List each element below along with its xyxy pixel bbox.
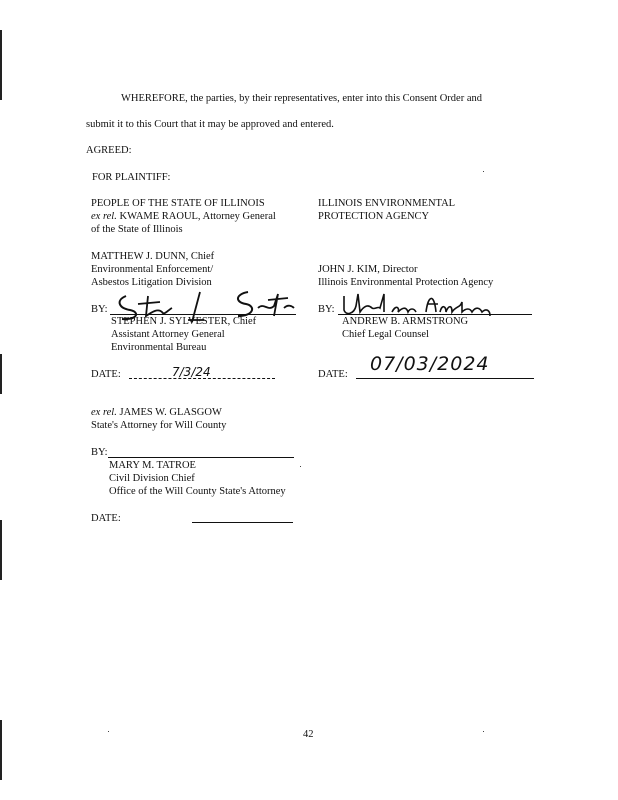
scan-edge-mark (0, 354, 2, 394)
states-attorney-name: JAMES W. GLASGOW (119, 407, 222, 418)
left-org-line-3: of the State of Illinois (91, 224, 183, 235)
scan-speck (483, 731, 484, 732)
right-director-line-2: Illinois Environmental Protection Agency (318, 277, 494, 288)
paragraph-line-1: WHEREFORE, the parties, by their representatives, enter into this Consent Order and (121, 93, 482, 104)
right-signer-title: Chief Legal Counsel (342, 329, 429, 340)
right-date-label: DATE: (318, 369, 348, 380)
will-county-signer-name: MARY M. TATROE (109, 460, 196, 471)
attorney-general-name: KWAME RAOUL, Attorney General (119, 211, 276, 222)
scan-speck (108, 731, 109, 732)
left-chief-line-2: Environmental Enforcement/ (91, 264, 214, 275)
left-chief-line-3: Asbestos Litigation Division (91, 277, 212, 288)
scan-speck (483, 171, 484, 172)
left-date-value: 7/3/24 (172, 365, 211, 379)
right-org-line-2: PROTECTION AGENCY (318, 211, 430, 222)
left-org-line-1: PEOPLE OF THE STATE OF ILLINOIS (91, 198, 265, 209)
ex-rel-italic: ex rel. (91, 407, 117, 418)
will-county-line-2: State's Attorney for Will County (91, 420, 227, 431)
scan-edge-mark (0, 520, 2, 580)
will-county-date-line (192, 522, 293, 523)
ex-rel-italic: ex rel. (91, 211, 117, 222)
right-org-line-1: ILLINOIS ENVIRONMENTAL (318, 198, 456, 209)
left-signer-title-1: Assistant Attorney General (111, 329, 225, 340)
paragraph-line-2: submit it to this Court that it may be approved and entered. (86, 119, 334, 130)
left-by-label: BY: (91, 304, 108, 315)
will-county-line-1 (91, 406, 222, 419)
page-number: 42 (303, 729, 314, 740)
left-signer-title-2: Environmental Bureau (111, 342, 207, 353)
left-date-label: DATE: (91, 369, 121, 380)
right-date-line (356, 378, 534, 379)
right-date-value: 07/03/2024 (370, 353, 490, 375)
left-chief-line-1: MATTHEW J. DUNN, Chief (91, 251, 215, 262)
left-org-line-2 (91, 210, 276, 223)
left-signer-name: STEPHEN J. SYLVESTER, Chief (111, 316, 257, 327)
will-county-by-label: BY: (91, 447, 108, 458)
agreed-heading: AGREED: (86, 145, 132, 156)
scan-speck (300, 466, 301, 467)
right-signer-name: ANDREW B. ARMSTRONG (342, 316, 469, 327)
scan-edge-mark (0, 30, 2, 100)
right-director-line-1: JOHN J. KIM, Director (318, 264, 418, 275)
right-by-label: BY: (318, 304, 335, 315)
will-county-signer-title-2: Office of the Will County State's Attorney (109, 486, 286, 497)
for-plaintiff-heading: FOR PLAINTIFF: (92, 172, 171, 183)
will-county-signer-title-1: Civil Division Chief (109, 473, 195, 484)
will-county-date-label: DATE: (91, 513, 121, 524)
scan-edge-mark (0, 720, 2, 780)
will-county-signature-line (108, 457, 294, 458)
